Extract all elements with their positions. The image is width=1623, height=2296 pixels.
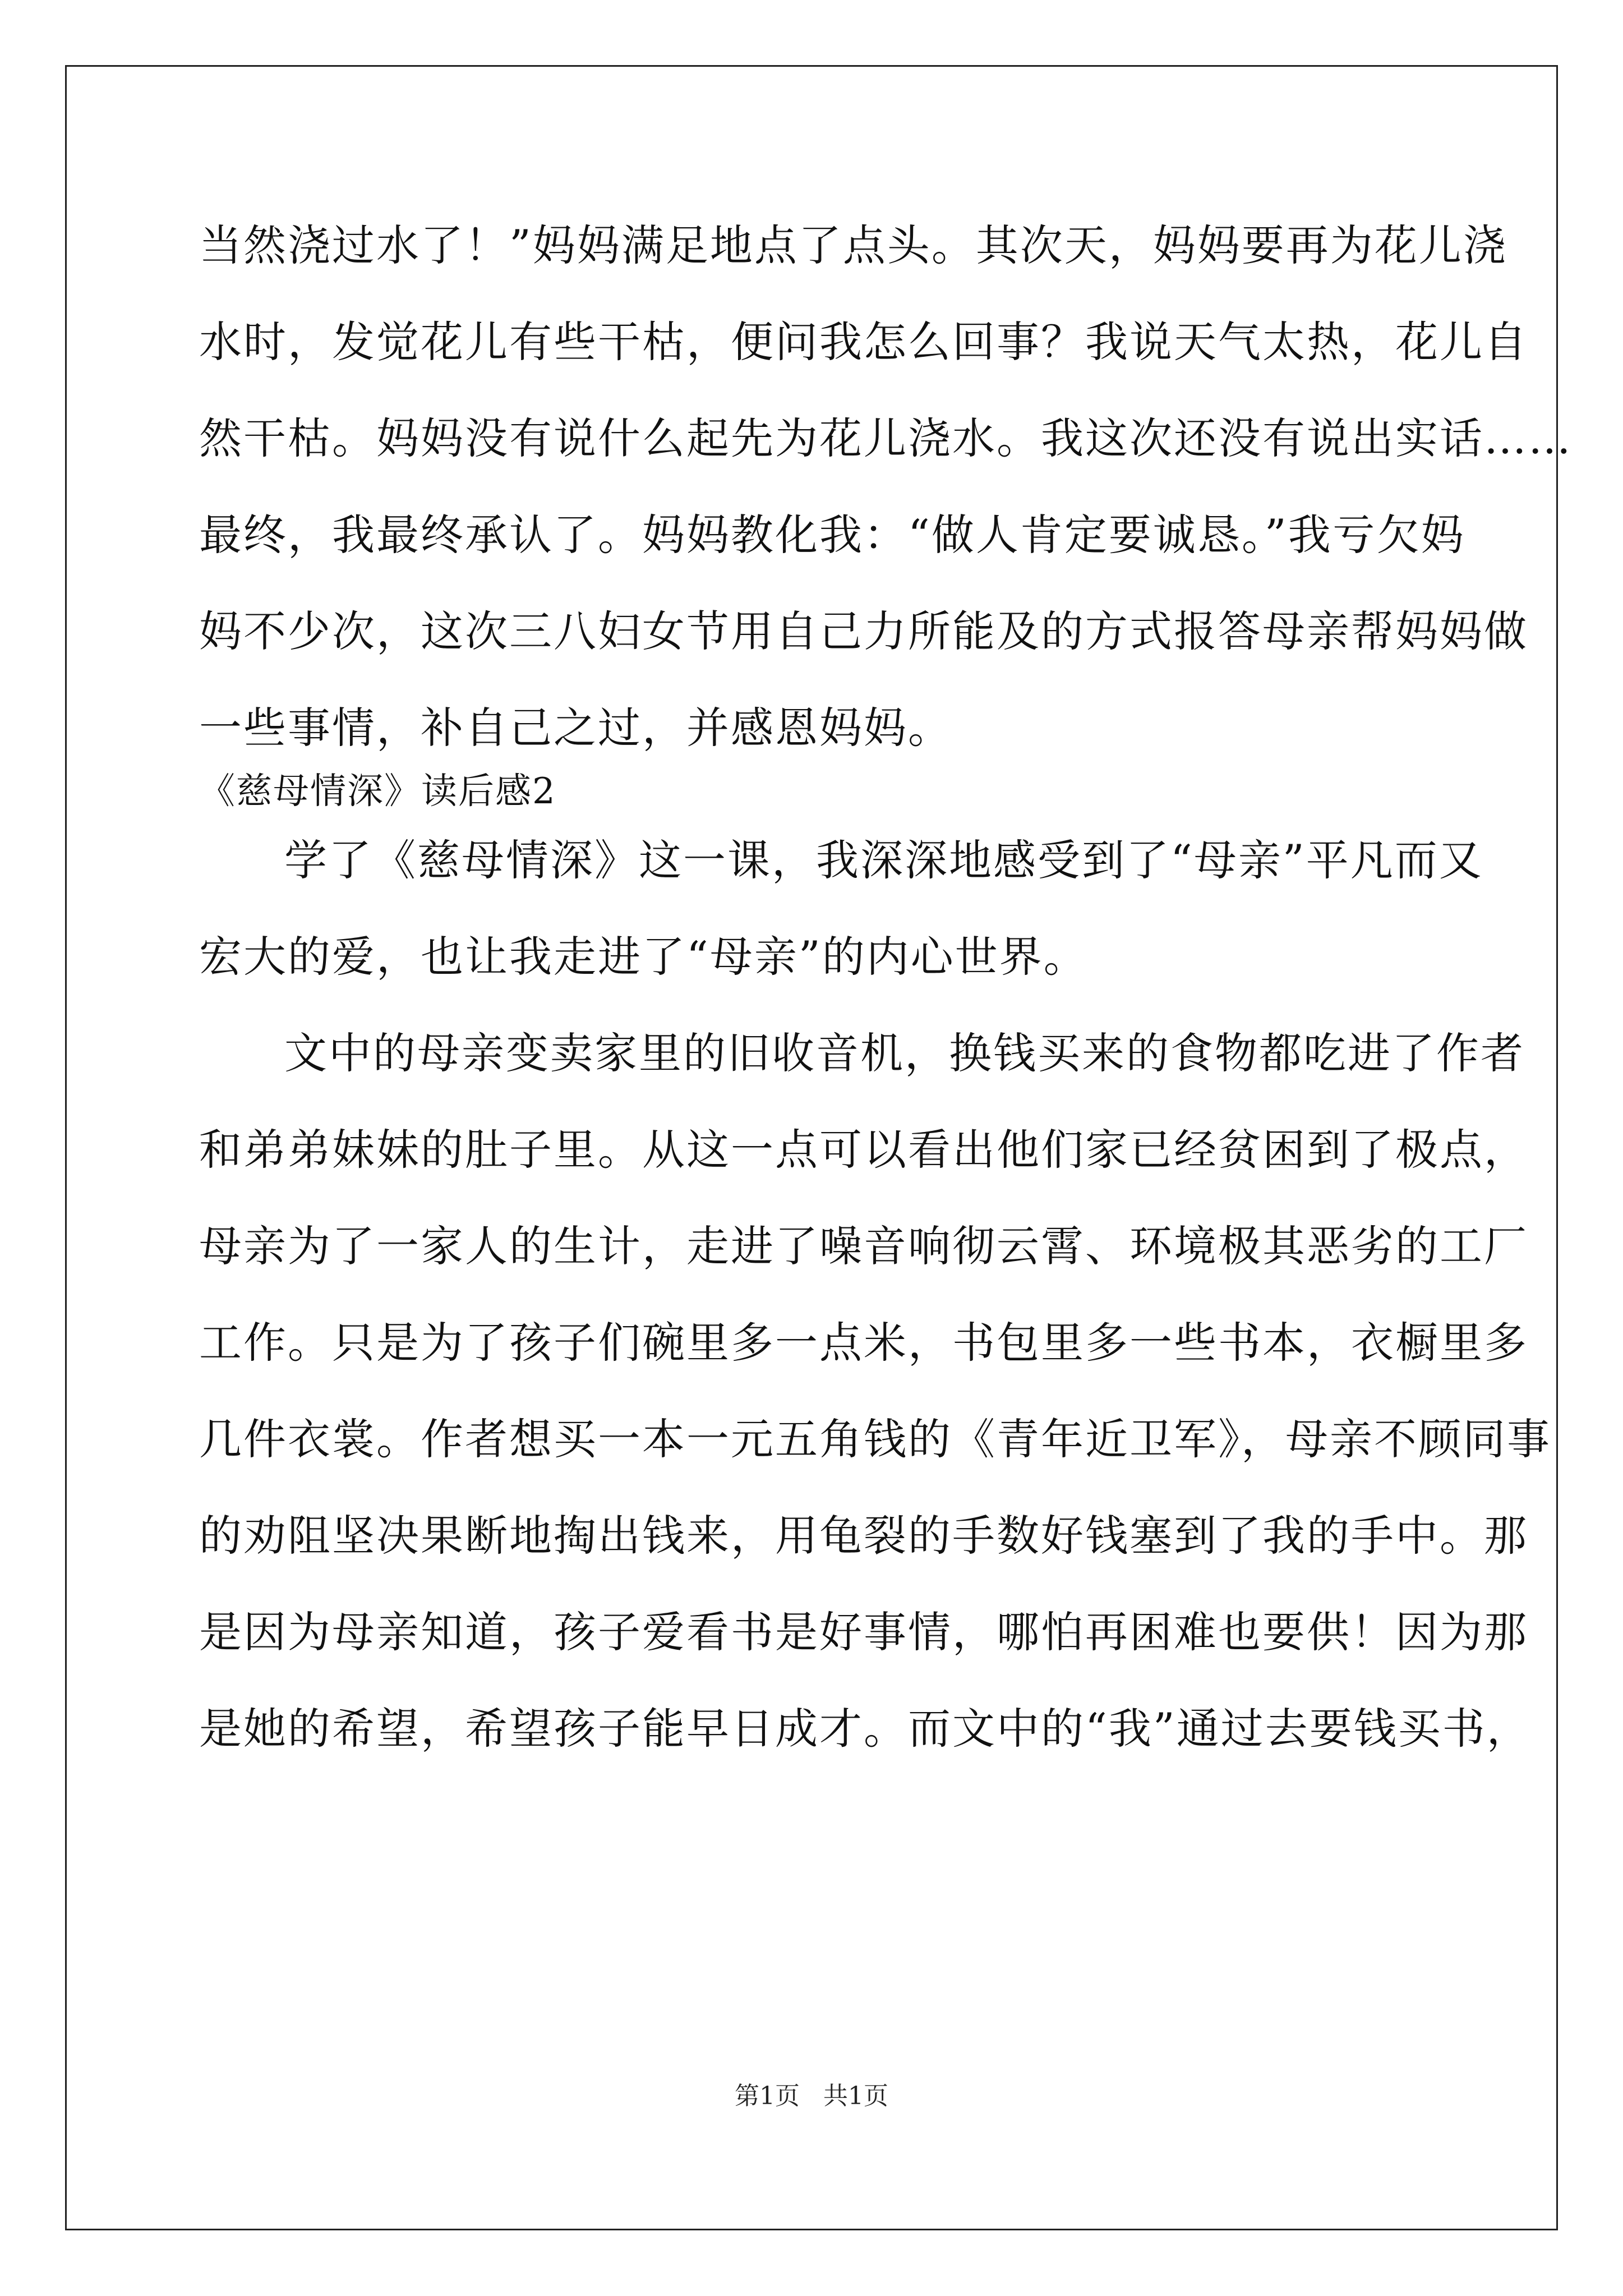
section-heading: 《慈母情深》读后感2 [199,771,556,812]
body-line: 当然浇过水了！”妈妈满足地点了点头。其次天，妈妈要再为花儿浇 [199,220,1507,270]
page-number-footer: 第1页 共1页 [735,2082,888,2110]
body-line: 是她的希望，希望孩子能早日成才。而文中的“我”通过去要钱买书， [199,1704,1531,1754]
body-line: 最终，我最终承认了。妈妈教化我：“做人肯定要诚恳。”我亏欠妈 [199,510,1465,560]
body-line: 文中的母亲变卖家里的旧收音机，换钱买来的食物都吃进了作者 [284,1028,1525,1078]
body-line: 工作。只是为了孩子们碗里多一点米，书包里多一些书本，衣橱里多 [199,1318,1528,1368]
document-body [199,215,1573,1795]
body-line: 宏大的爱，也让我走进了“母亲”的内心世界。 [199,932,1088,982]
body-line: 和弟弟妹妹的肚子里。从这一点可以看出他们家已经贫困到了极点， [199,1125,1528,1175]
body-line: 水时，发觉花儿有些干枯，便问我怎么回事？我说天气太热，花儿自 [199,317,1528,367]
body-line: 是因为母亲知道，孩子爱看书是好事情，哪怕再困难也要供！因为那 [199,1607,1528,1657]
body-line: 然干枯。妈妈没有说什么起先为花儿浇水。我这次还没有说出实话…… [199,413,1573,463]
body-line: 几件衣裳。作者想买一本一元五角钱的《青年近卫军》，母亲不顾同事 [199,1414,1551,1464]
body-line: 的劝阻坚决果断地掏出钱来，用龟裂的手数好钱塞到了我的手中。那 [199,1511,1528,1561]
body-line: 妈不少次，这次三八妇女节用自己力所能及的方式报答母亲帮妈妈做 [199,606,1528,656]
body-line: 学了《慈母情深》这一课，我深深地感受到了“母亲”平凡而又 [284,835,1483,885]
body-line: 母亲为了一家人的生计，走进了噪音响彻云霄、环境极其恶劣的工厂 [199,1221,1528,1271]
body-line: 一些事情，补自己之过，并感恩妈妈。 [199,703,952,753]
